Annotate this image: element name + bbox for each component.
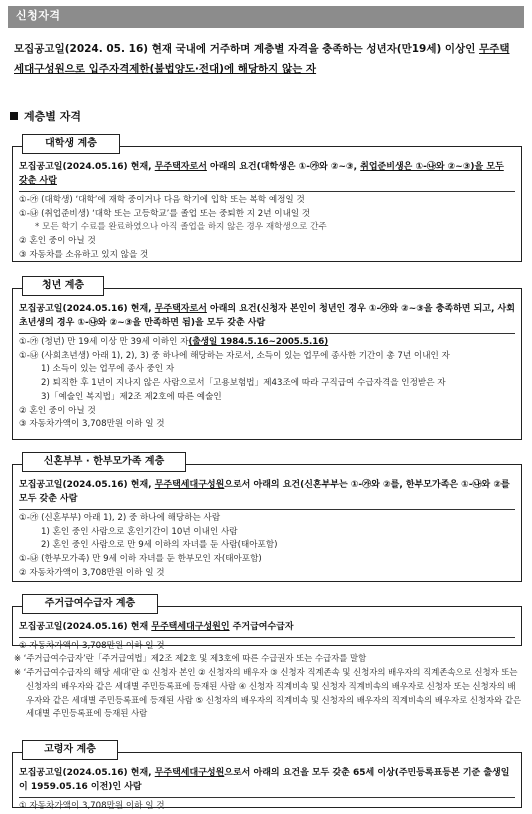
- newlywed-head-2: 으로서 아래의 요건(신혼부부는 ①-㉮와 ②를, 한부모가족은 ①-㉯와 ②를 모두 갖춘 사람: [19, 480, 510, 504]
- youth-row-1a: ①-㉮ (청년) 만 19세 이상 만 39세 이하인 자: [19, 336, 189, 347]
- newlywed-sub-1: 1) 혼인 중인 사람으로 혼인기간이 10년 이내인 사람: [41, 526, 238, 537]
- elderly-row-1: ① 자동차가액이 3,708만원 이하 일 것: [19, 800, 165, 811]
- youth-requirement-head: [19, 303, 515, 334]
- tab-student-label: 대학생 계층: [45, 138, 97, 149]
- card-elderly: [12, 752, 522, 811]
- tab-housing: [22, 594, 158, 614]
- card-youth: [12, 288, 522, 440]
- tab-housing-label: 주거급여수급자 계층: [44, 598, 136, 609]
- newlywed-head-1: 모집공고일(2024.05.16) 현재,: [19, 480, 155, 490]
- square-bullet-icon: [10, 112, 18, 120]
- youth-row-4: ③ 자동차가액이 3,708만원 이하 일 것: [19, 419, 165, 430]
- newlywed-row-1: ①-㉮ (신혼부부) 아래 1), 2) 중 하나에 해당하는 사람: [19, 512, 221, 523]
- student-requirement-head: [19, 161, 515, 192]
- housing-note-1: ※ ‘주거급여수급자’란「주거급여법」제2조 제2호 및 제3호에 따른 수급권자 또는 수급자를 말함: [14, 653, 367, 663]
- tab-newlywed-label: 신혼부부 · 한부모가족 계층: [43, 456, 165, 467]
- housing-requirement-head: [19, 621, 515, 638]
- youth-row-1b: (출생일 1984.5.16~2005.5.16): [188, 336, 329, 347]
- housing-row-1: ① 자동차가액이 3,708만원 이하 일 것: [19, 640, 165, 651]
- youth-row-2: ①-㉯ (사회초년생) 아래 1), 2), 3) 중 하나에 해당하는 자로서, 소득이 있는 업무에 종사한 기간이 총 7년 이내인 자: [19, 350, 450, 361]
- tab-youth: [22, 276, 104, 296]
- tab-elderly-label: 고령자 계층: [44, 744, 96, 755]
- tab-newlywed: [22, 452, 186, 472]
- intro-part1: 모집공고일(2024. 05. 16) 현재 국내에 거주하며 계층별 자격을 충족하는 성년자(만19세) 이상인: [14, 43, 480, 55]
- student-head-u1: 무주택자로서: [154, 162, 207, 172]
- youth-sub-1: 1) 소득이 있는 업무에 종사 중인 자: [41, 364, 175, 375]
- housing-head-1: 모집공고일(2024.05.16) 현재: [19, 622, 152, 632]
- housing-head-2: 주거급여수급자: [229, 622, 294, 632]
- youth-row-1: [19, 336, 515, 350]
- tab-student: [22, 134, 120, 154]
- housing-note-2: ※ ‘주거급여수급자의 해당 세대’란 ① 신청자 본인 ② 신청자의 배우자 ③ 신청자 직계존속 및 신청자의 배우자의 직계존속으로 신청자 또는 신청자의 배우자와 같은 세대별 주민등록표에 등재된 사람 ④ 신청자 직계비속 및 신청자 직계비속의 배우자로 신청자 또는 신청자의 배우자와 같은 세대별 주민등록표에 등재된 사람 ⑤ 신청자의 배우자의 직계비속 및 신청자의 배우자의 직계비속의 배우자로 신청자와 같은 세대별 주민등록표에 등재된 사람: [14, 666, 522, 719]
- elderly-head-u1: 무주택세대구성원: [154, 768, 225, 778]
- student-head-u2: 취업준비생은 ①-㉯와 ②~③)을 모두 갖춘 사람: [19, 162, 504, 186]
- student-head-2: 아래의 요건(대학생은 ①-㉮와 ②~③,: [206, 162, 361, 172]
- housing-head-u1: 무주택세대구성원인: [151, 622, 230, 632]
- tier-heading: [10, 110, 81, 125]
- student-row-note: * 모든 학기 수료를 완료하였으나 아직 졸업을 하지 않은 경우 재학생으로 간주: [35, 222, 327, 233]
- youth-head-2: 아래의 요건(신청자 본인이 청년인 경우 ①-㉮와 ②~③을 충족하면 되고, 사회초년생의 경우 ①-㉯와 ②~③을 만족하면 됨)을 모두 갖춘 사람: [19, 304, 515, 328]
- intro-paragraph: [14, 40, 520, 80]
- youth-row-3: ② 혼인 중이 아닐 것: [19, 405, 96, 416]
- youth-head-1: 모집공고일(2024.05.16) 현재,: [19, 304, 155, 314]
- newlywed-requirement-head: [19, 479, 515, 510]
- student-row-4: ③ 자동차를 소유하고 있지 않을 것: [19, 249, 149, 260]
- tab-youth-label: 청년 계층: [41, 280, 85, 291]
- elderly-head-1: 모집공고일(2024.05.16) 현재,: [19, 768, 155, 778]
- student-row-2: ①-㉯ (취업준비생) ‘대학 또는 고등학교’를 졸업 또는 중퇴한 지 2년 이내일 것: [19, 208, 311, 219]
- newlywed-sub-2: 2) 혼인 중인 사람으로 만 9세 이하의 자녀를 둔 사람(태아포함): [41, 540, 278, 551]
- youth-sub-3: 3)「예술인 복지법」제2조 제2호에 따른 예술인: [41, 391, 222, 402]
- intro-part2: 무주택 세대구성원으로 입주자격제한(불법양도·전대)에 해당하지 않는 자: [14, 43, 510, 75]
- tab-elderly: [22, 740, 118, 760]
- elderly-head-2: 으로서 아래의 요건을 모두 갖춘 65세 이상(주민등록표등본 기준 출생일이 1959.05.16 이전)인 사람: [19, 768, 510, 792]
- student-row-3: ② 혼인 중이 아닐 것: [19, 236, 96, 247]
- section-title: 신청자격: [16, 9, 61, 22]
- section-title-bar: [8, 6, 524, 28]
- housing-notes: [14, 652, 522, 721]
- newlywed-head-u1: 무주택세대구성원: [154, 480, 225, 490]
- student-row-1: ①-㉮ (대학생) ‘대학’에 재학 중이거나 다음 학기에 입학 또는 복학 예정일 것: [19, 194, 305, 205]
- tier-heading-text: 계층별 자격: [24, 110, 81, 123]
- card-newlywed: [12, 464, 522, 582]
- elderly-requirement-head: [19, 767, 515, 798]
- newlywed-row-2: ①-㉯ (한부모가족) 만 9세 이하 자녀를 둔 한부모인 자(태아포함): [19, 554, 262, 565]
- youth-head-u1: 무주택자로서: [154, 304, 207, 314]
- card-student: [12, 146, 522, 262]
- youth-sub-2: 2) 퇴직한 후 1년이 지나지 않은 사람으로서「고용보험법」제43조에 따라 구직급여 수급자격을 인정받은 자: [41, 378, 446, 389]
- newlywed-row-3: ② 자동차가액이 3,708만원 이하 일 것: [19, 567, 165, 578]
- student-head-1: 모집공고일(2024.05.16) 현재,: [19, 162, 155, 172]
